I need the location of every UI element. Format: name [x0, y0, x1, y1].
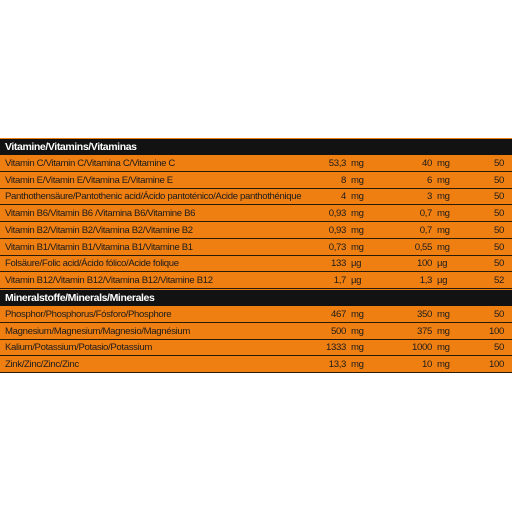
amount-per-portion: 0,55	[414, 241, 432, 253]
reference-intake-percent: 50	[494, 174, 504, 186]
reference-intake-percent: 100	[489, 325, 504, 337]
table-row	[0, 156, 512, 172]
nutrient-name: Phosphor/Phosphorus/Fósforo/Phosphore	[5, 309, 172, 320]
unit-per-portion: µg	[437, 258, 448, 270]
amount-per-portion: 1,3	[419, 274, 432, 286]
amount-per-portion: 375	[417, 325, 432, 337]
unit-per-serving: µg	[351, 258, 362, 270]
amount-per-serving: 1333	[326, 342, 346, 354]
amount-per-portion: 350	[417, 309, 432, 320]
unit-per-portion: mg	[437, 174, 450, 186]
amount-per-portion: 1000	[412, 342, 432, 354]
unit-per-portion: µg	[437, 274, 448, 286]
unit-per-portion: mg	[437, 359, 450, 371]
amount-per-serving: 13,3	[328, 359, 346, 371]
table-row	[0, 340, 512, 356]
reference-intake-percent: 100	[489, 359, 504, 371]
nutrient-name: Vitamin E/Vitamin E/Vitamina E/Vitamine E	[5, 174, 173, 186]
nutrition-table	[0, 138, 512, 372]
reference-intake-percent: 50	[494, 208, 504, 220]
table-row	[0, 324, 512, 340]
table-row	[0, 206, 512, 222]
nutrient-name: Vitamin B2/Vitamin B2/Vitamina B2/Vitamine B2	[5, 224, 193, 236]
table-row	[0, 256, 512, 272]
table-row	[0, 240, 512, 256]
nutrient-name: Panthothensäure/Pantothenic acid/Ácido pantoténico/Acide panthothénique	[5, 191, 302, 203]
reference-intake-percent: 50	[494, 224, 504, 236]
amount-per-portion: 3	[427, 191, 432, 203]
unit-per-serving: mg	[351, 359, 364, 371]
amount-per-portion: 0,7	[419, 208, 432, 220]
amount-per-serving: 0,73	[328, 241, 346, 253]
unit-per-portion: mg	[437, 158, 450, 169]
amount-per-portion: 100	[417, 258, 432, 270]
nutrient-name: Zink/Zinc/Zinc/Zinc	[5, 359, 79, 371]
unit-per-portion: mg	[437, 191, 450, 203]
unit-per-serving: mg	[351, 174, 364, 186]
reference-intake-percent: 50	[494, 309, 504, 320]
unit-per-serving: mg	[351, 342, 364, 354]
table-row	[0, 273, 512, 289]
minerals-title: Mineralstoffe/Minerals/Minerales	[5, 292, 155, 304]
unit-per-portion: mg	[437, 224, 450, 236]
table-row	[0, 173, 512, 189]
vitamins-title: Vitamine/Vitamins/Vitaminas	[5, 141, 137, 153]
nutrient-name: Vitamin B6/Vitamin B6 /Vitamina B6/Vitamine B6	[5, 208, 196, 220]
amount-per-serving: 1,7	[333, 274, 346, 286]
unit-per-serving: mg	[351, 309, 364, 320]
amount-per-portion: 6	[427, 174, 432, 186]
unit-per-portion: mg	[437, 241, 450, 253]
unit-per-portion: mg	[437, 208, 450, 220]
reference-intake-percent: 50	[494, 342, 504, 354]
unit-per-serving: mg	[351, 158, 364, 169]
amount-per-serving: 0,93	[328, 208, 346, 220]
table-row	[0, 307, 512, 323]
minerals-header	[0, 290, 512, 306]
unit-per-portion: mg	[437, 309, 450, 320]
unit-per-serving: mg	[351, 241, 364, 253]
amount-per-serving: 467	[331, 309, 346, 320]
unit-per-portion: mg	[437, 325, 450, 337]
nutrient-name: Folsäure/Folic acid/Ácido fólico/Acide folique	[5, 258, 179, 270]
unit-per-serving: mg	[351, 191, 364, 203]
nutrient-name: Vitamin B12/Vitamin B12/Vitamina B12/Vitamine B12	[5, 274, 213, 286]
table-row	[0, 223, 512, 239]
amount-per-portion: 10	[422, 359, 432, 371]
vitamins-header	[0, 139, 512, 155]
amount-per-serving: 500	[331, 325, 346, 337]
unit-per-portion: mg	[437, 342, 450, 354]
unit-per-serving: µg	[351, 274, 362, 286]
reference-intake-percent: 50	[494, 258, 504, 270]
nutrient-name: Vitamin B1/Vitamin B1/Vitamina B1/Vitamine B1	[5, 241, 193, 253]
nutrient-name: Kalium/Potassium/Potasio/Potassium	[5, 342, 152, 354]
amount-per-serving: 8	[341, 174, 346, 186]
nutrient-name: Magnesium/Magnesium/Magnesio/Magnésium	[5, 325, 191, 337]
reference-intake-percent: 50	[494, 241, 504, 253]
table-row	[0, 189, 512, 205]
table-row	[0, 357, 512, 373]
amount-per-portion: 40	[422, 158, 432, 169]
amount-per-serving: 0,93	[328, 224, 346, 236]
nutrient-name: Vitamin C/Vitamin C/Vitamina C/Vitamine C	[5, 158, 175, 169]
unit-per-serving: mg	[351, 325, 364, 337]
reference-intake-percent: 50	[494, 191, 504, 203]
amount-per-serving: 53,3	[328, 158, 346, 169]
reference-intake-percent: 52	[494, 274, 504, 286]
amount-per-serving: 4	[341, 191, 346, 203]
amount-per-portion: 0,7	[419, 224, 432, 236]
unit-per-serving: mg	[351, 208, 364, 220]
amount-per-serving: 133	[331, 258, 346, 270]
reference-intake-percent: 50	[494, 158, 504, 169]
unit-per-serving: mg	[351, 224, 364, 236]
